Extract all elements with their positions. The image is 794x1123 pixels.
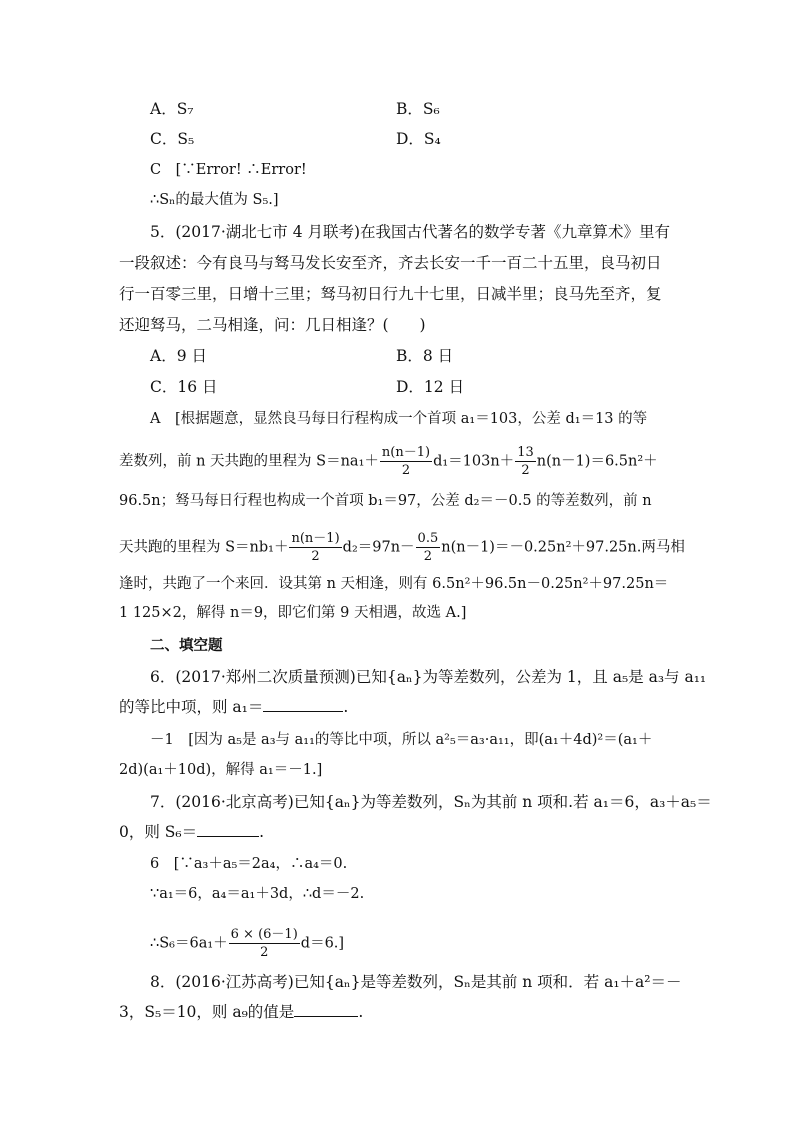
q8-stem-line2	[119, 1002, 363, 1022]
q4-answer-conclusion: ∴Sₙ的最大值为 S₅.]	[150, 192, 279, 208]
q7-solution-line3	[150, 926, 344, 961]
q5-option-b: B．8 日	[396, 347, 454, 365]
q7-stem-period: .	[259, 823, 265, 841]
fraction-numerator: 0.5	[417, 531, 439, 546]
q4-option-d: D．S₄	[396, 130, 441, 148]
fraction-denominator: 2	[521, 463, 530, 478]
section-heading: 二、填空题	[150, 638, 223, 654]
fraction-denominator: 2	[311, 549, 320, 564]
q5-option-c: C．16 日	[150, 378, 218, 396]
q5-sol4-part-a: 天共跑的里程为 S＝nb₁＋	[119, 539, 289, 556]
fraction	[515, 444, 536, 479]
fraction-denominator: 2	[401, 463, 411, 478]
q7-sol3-part-a: ∴S₆＝6a₁＋	[150, 935, 228, 952]
q6-solution-line2: 2d)(a₁＋10d)，解得 a₁＝－1.]	[119, 762, 323, 778]
q5-sol2-part-b: d₁＝103n＋	[433, 453, 515, 470]
fraction-numerator: 6 × (6－1)	[230, 927, 298, 942]
q8-stem-text: 3，S₅＝10，则 a₉的值是	[119, 1003, 295, 1021]
q4-option-a: A．S₇	[150, 100, 194, 118]
fraction	[229, 926, 300, 961]
q5-solution-line6: 1 125×2，解得 n＝9，即它们第 9 天相遇，故选 A.]	[119, 605, 467, 621]
q7-solution-line1: 6 [∵a₃＋a₅＝2a₄，∴a₄＝0.	[150, 856, 348, 872]
q4-answer: C [∵Error! ∴Error!	[150, 162, 307, 178]
q5-stem-line1: 5．(2017·湖北七市 4 月联考)在我国古代著名的数学专著《九章算术》里有	[150, 223, 671, 241]
q7-stem-text: 0，则 S₆＝	[119, 823, 198, 841]
q6-stem-line2	[119, 697, 348, 717]
q8-stem-period: .	[358, 1003, 364, 1021]
q5-stem-line4: 还迎驽马，二马相逢，问：几日相逢？( )	[119, 316, 426, 334]
q8-stem-line1: 8．(2016·江苏高考)已知{aₙ}是等差数列，Sₙ是其前 n 项和．若 a₁＋a²＝－	[150, 973, 682, 991]
answer-blank[interactable]	[197, 822, 259, 837]
q6-stem-period: .	[343, 698, 349, 716]
q5-option-d: D．12 日	[396, 378, 465, 396]
q4-option-c: C．S₅	[150, 130, 195, 148]
q5-stem-line2: 一段叙述：今有良马与驽马发长安至齐，齐去长安一千一百二十五里，良马初日	[119, 254, 662, 272]
fraction	[289, 530, 341, 565]
q5-solution-line1: A [根据题意，显然良马每日行程构成一个首项 a₁＝103，公差 d₁＝13 的等	[150, 411, 648, 427]
answer-blank[interactable]	[294, 1002, 358, 1017]
q7-stem-line1: 7．(2016·北京高考)已知{aₙ}为等差数列，Sₙ为其前 n 项和.若 a₁＝6，a₃＋a₅＝	[150, 793, 712, 811]
fraction	[416, 530, 441, 565]
q5-option-a: A．9 日	[150, 347, 207, 365]
q4-option-b: B．S₆	[396, 100, 440, 118]
q6-solution-line1: －1 [因为 a₅是 a₃与 a₁₁的等比中项，所以 a²₅＝a₃·a₁₁，即(a₁＋4d)²＝(a₁＋	[150, 732, 653, 748]
q5-sol2-part-c: n(n－1)＝6.5n²＋	[536, 453, 658, 470]
answer-blank[interactable]	[263, 697, 343, 712]
q5-sol4-part-c: n(n－1)＝－0.25n²＋97.25n.两马相	[441, 539, 685, 556]
q5-solution-line3: 96.5n；驽马每日行程也构成一个首项 b₁＝97，公差 d₂＝－0.5 的等差数列，前 n	[119, 493, 652, 509]
q5-stem-line3: 行一百零三里，日增十三里；驽马初日行九十七里，日减半里；良马先至齐，复	[119, 285, 662, 303]
q6-stem-text: 的等比中项，则 a₁＝	[119, 698, 264, 716]
q6-stem-line1: 6．(2017·郑州二次质量预测)已知{aₙ}为等差数列，公差为 1，且 a₅是 a₃与 a₁₁	[150, 668, 707, 686]
fraction-numerator: n(n－1)	[381, 445, 431, 460]
fraction-numerator: n(n－1)	[291, 531, 340, 546]
q5-solution-line2	[119, 444, 658, 479]
fraction-denominator: 2	[423, 549, 433, 564]
fraction	[380, 444, 432, 479]
q7-solution-line2: ∵a₁＝6，a₄＝a₁＋3d，∴d＝－2.	[150, 886, 365, 902]
q5-sol2-part-a: 差数列，前 n 天共跑的里程为 S＝na₁＋	[119, 453, 379, 470]
q5-solution-line4	[119, 530, 685, 565]
q7-sol3-part-b: d＝6.]	[300, 935, 345, 952]
q5-sol4-part-b: d₂＝97n－	[342, 539, 415, 556]
q5-solution-line5: 逢时，共跑了一个来回．设其第 n 天相逢，则有 6.5n²＋96.5n－0.25n²＋97.25n＝	[119, 576, 669, 592]
q7-stem-line2	[119, 822, 264, 842]
fraction-denominator: 2	[260, 945, 269, 960]
fraction-numerator: 13	[517, 445, 534, 460]
